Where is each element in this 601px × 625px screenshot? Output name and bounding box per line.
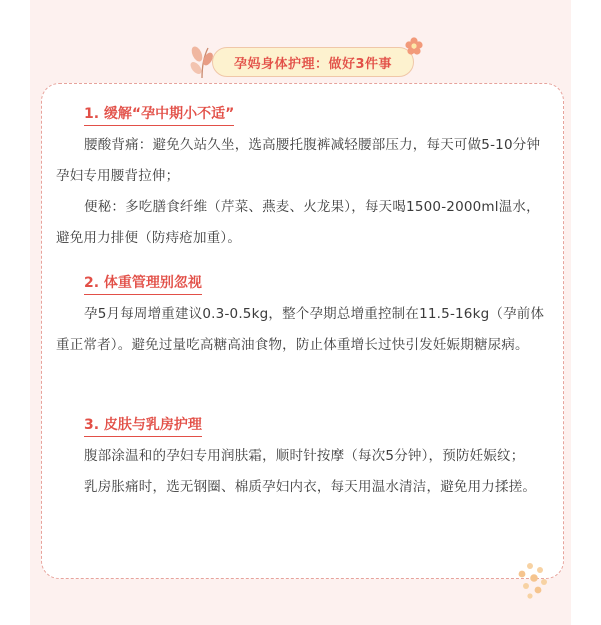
section-3 [56,414,546,503]
section-1-paragraph-1: 腰酸背痛：避免久站久坐，选高腰托腹裤减轻腰部压力，每天可做5-10分钟孕妇专用腰背拉伸； [56,137,541,184]
section-3-title: 3. 皮肤与乳房护理 [84,414,202,437]
section-1-title: 1. 缓解“孕中期小不适” [84,103,234,126]
flower-icon [404,36,424,56]
section-2-title: 2. 体重管理别忽视 [84,272,202,295]
section-1-paragraph-2: 便秘：多吃膳食纤维（芹菜、燕麦、火龙果），每天喝1500-2000ml温水，避免用力排便（防痔疮加重）。 [56,199,540,246]
section-1 [56,103,546,254]
section-3-paragraph-2: 乳房胀痛时，选无钢圈、棉质孕妇内衣，每天用温水清洁，避免用力揉搓。 [84,479,537,495]
section-3-paragraph-1: 腹部涂温和的孕妇专用润肤霜，顺时针按摩（每次5分钟），预防妊娠纹； [84,448,525,464]
dots-icon [510,560,550,600]
section-2 [56,272,546,361]
page-title: 孕妈身体护理：做好3件事 [212,47,414,77]
section-2-paragraph-1: 孕5月每周增重建议0.3-0.5kg，整个孕期总增重控制在11.5-16kg（孕前体重正常者）。避免过量吃高糖高油食物，防止体重增长过快引发妊娠期糖尿病。 [56,306,545,353]
